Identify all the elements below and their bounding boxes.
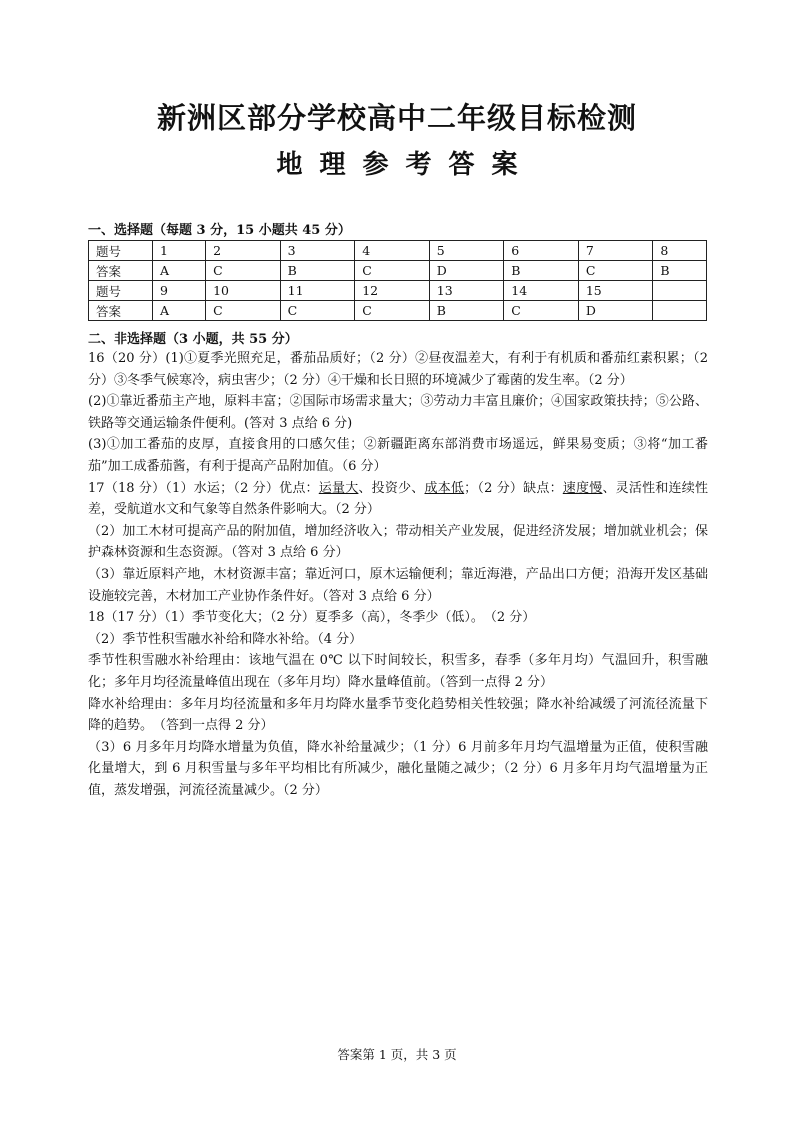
section1-heading: 一、选择题（每题 3 分，15 小题共 45 分） [88, 223, 351, 238]
table-cell: 13 [429, 281, 504, 301]
page-title: 新洲区部分学校高中二年级目标检测 [156, 101, 637, 135]
table-cell: D [578, 301, 653, 321]
q16-part3: (3)①加工番茄的皮厚，直接食用的口感欠佳；②新疆距离东部消费市场遥远，鲜果易变质；③将“加工番茄”加工成番茄酱，有利于提高产品附加值。（6 分） [88, 437, 708, 474]
table-cell: C [504, 301, 579, 321]
q17-part3: （3）靠近原料产地，木材资源丰富；靠近河口，原木运输便利；靠近海港，产品出口方便；沿海开发区基础设施较完善，木材加工产业协作条件好。（答对 3 点给 6 分） [88, 566, 708, 604]
q17-part1-a: 17（18 分）（1）水运；（2 分）优点： [88, 480, 319, 496]
table-cell: B [429, 301, 504, 321]
table-cell: A [153, 261, 206, 281]
table-row-header: 答案 [89, 261, 153, 281]
table-row-header: 题号 [89, 281, 153, 301]
q18-part4: 降水补给理由：多年月均径流量和多年月均降水量季节变化趋势相关性较强；降水补给减缓了河流径流量下降的趋势。 （答到一点得 2 分） [88, 696, 708, 734]
page-footer: 答案第 1 页，共 3 页 [337, 1047, 457, 1062]
q18-part1: 18（17 分）（1）季节变化大；（2 分）夏季多（高），冬季少（低）。 （2 分） [88, 610, 536, 626]
table-row [89, 301, 707, 321]
table-cell [653, 301, 707, 321]
table-cell: B [653, 261, 707, 281]
table-cell: 8 [653, 241, 707, 261]
table-row [89, 241, 707, 261]
table-cell: B [280, 261, 355, 281]
table-cell: 12 [355, 281, 430, 301]
q17-underline-1: 运量大 [318, 480, 359, 496]
table-cell: 4 [355, 241, 430, 261]
table-cell: 14 [504, 281, 579, 301]
table-cell: D [429, 261, 504, 281]
table-cell: C [355, 301, 430, 321]
table-row-header: 答案 [89, 301, 153, 321]
table-cell: 3 [280, 241, 355, 261]
q17-part1 [88, 478, 708, 521]
table-cell: 9 [153, 281, 206, 301]
table-cell [653, 281, 707, 301]
table-cell: C [355, 261, 430, 281]
table-cell: C [280, 301, 355, 321]
q18-part5: （3）6 月多年月均降水增量为负值，降水补给量减少；（1 分）6 月前多年月均气温增量为正值，使积雪融化量增大，到 6 月积雪量与多年平均相比有所减少，融化量随之减少；（2 分）6 月多年月均气温增量为正值，蒸发增强，河流径流量减少。（2 分） [88, 739, 708, 798]
q17-part1-d: 、灵活性和连续性差，受航道水文和气象等自然条件影响大。（2 分） [88, 480, 708, 518]
table-cell: A [153, 301, 206, 321]
table-row-header: 题号 [89, 241, 153, 261]
table-cell: 1 [153, 241, 206, 261]
table-cell: C [206, 301, 281, 321]
table-cell: C [578, 261, 653, 281]
table-cell: B [504, 261, 579, 281]
table-cell: 6 [504, 241, 579, 261]
table-cell: 11 [280, 281, 355, 301]
q17-part2: （2）加工木材可提高产品的附加值，增加经济收入；带动相关产业发展，促进经济发展；增加就业机会；保护森林资源和生态资源。（答对 3 点给 6 分） [88, 523, 708, 561]
table-row [89, 281, 707, 301]
table-cell: 2 [206, 241, 281, 261]
q18-part2: （2）季节性积雪融水补给和降水补给。（4 分） [88, 631, 363, 647]
answers-body [88, 348, 708, 801]
q17-part1-b: 、投资少、 [358, 480, 425, 496]
page-subtitle: 地理参考答案 [276, 150, 535, 180]
q18-part3: 季节性积雪融水补给理由：该地气温在 0℃ 以下时间较长，积雪多，春季（多年月均）气温回升，积雪融化；多年月均径流量峰值出现在（多年月均）降水量峰值前。（答到一点得 2 分） [88, 653, 708, 690]
q17-part1-c: ；（2 分）缺点： [464, 480, 563, 496]
q17-underline-2: 成本低 [424, 480, 465, 496]
table-cell: C [206, 261, 281, 281]
table-cell: 10 [206, 281, 281, 301]
table-row [89, 261, 707, 281]
q16-part1: 16（20 分）(1)①夏季光照充足，番茄品质好；（2 分）②昼夜温差大，有利于有机质和番茄红素积累；（2 分）③冬季气候寒冷，病虫害少；（2 分）④干燥和长日照的环境减少了霉菌的发生率。（2 分） [88, 351, 708, 388]
q17-underline-3: 速度慢 [562, 480, 603, 496]
table-cell: 7 [578, 241, 653, 261]
q16-part2: (2)①靠近番茄主产地，原料丰富；②国际市场需求量大；③劳动力丰富且廉价；④国家政策扶持；⑤公路、铁路等交通运输条件便利。(答对 3 点给 6 分) [88, 394, 708, 431]
table-cell: 15 [578, 281, 653, 301]
table-cell: 5 [429, 241, 504, 261]
answer-table [88, 240, 707, 321]
section2-heading: 二、非选择题（3 小题，共 55 分） [88, 332, 298, 347]
